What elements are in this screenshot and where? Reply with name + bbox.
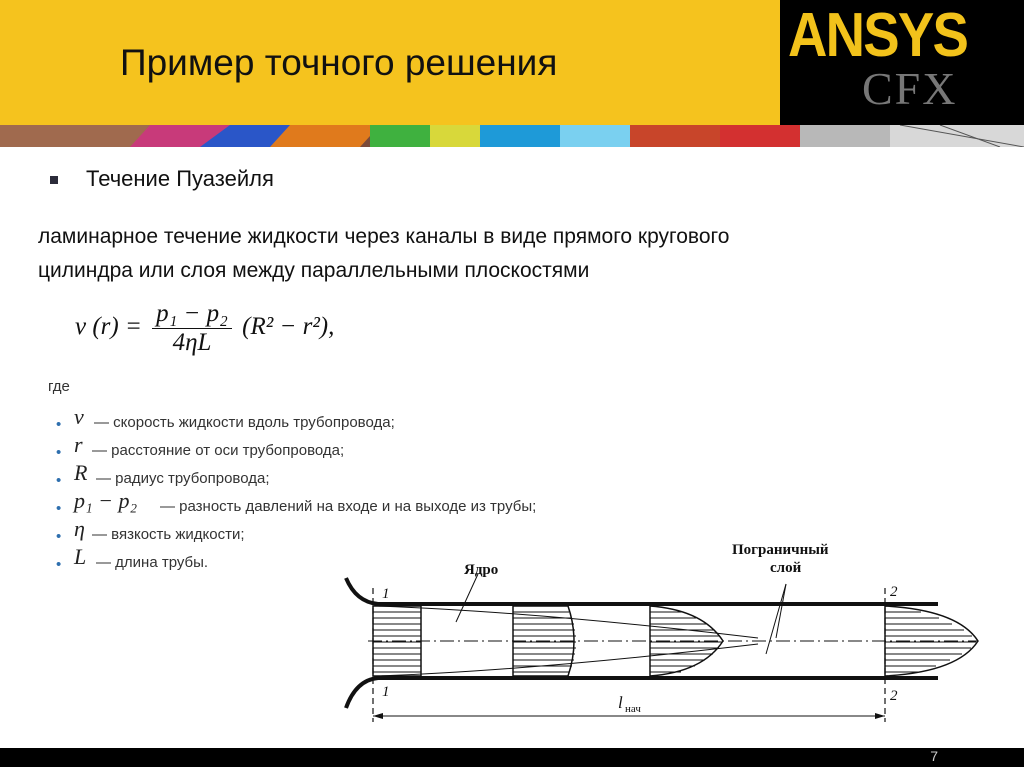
definition-symbol: r [74, 432, 83, 457]
definition-text: — расстояние от оси трубопровода; [92, 442, 345, 459]
poiseuille-formula [75, 300, 334, 357]
definition-item [48, 404, 648, 438]
slide-title: Пример точного решения [120, 42, 558, 83]
page-number: 7 [930, 748, 938, 764]
definition-item [48, 460, 648, 494]
pipe-bottom-wall [346, 678, 938, 708]
length-label: l [618, 693, 623, 712]
boundary-layer-top-line [378, 606, 758, 638]
definition-symbol: R [74, 460, 88, 485]
formula-rhs: (R² − r²), [242, 313, 335, 341]
formula-numerator: p₁ − p₂ [152, 300, 232, 329]
bullet-dot-icon: • [56, 500, 62, 517]
boundary-pointer-line-2 [776, 584, 786, 638]
definition-text: — радиус трубопровода; [96, 470, 270, 487]
definition-text: — разность давлений на входе и на выходе из трубы; [160, 498, 537, 515]
bullet-dot-icon: • [56, 556, 62, 573]
formula-denominator: 4ηL [172, 329, 212, 356]
definition-symbol: L [74, 544, 87, 569]
ansys-cfx-logo [780, 0, 1024, 125]
dimension-arrow-left-icon [373, 713, 383, 719]
where-label: где [48, 378, 70, 395]
definition-symbol: η [74, 516, 85, 541]
description-line-2: цилиндра или слоя между параллельными плоскостями [38, 259, 590, 282]
footer-bar [0, 748, 1024, 767]
pipe-top-wall [346, 578, 938, 604]
bullet-dot-icon: • [56, 528, 62, 545]
pipe-flow-svg [338, 530, 988, 735]
definition-item [48, 432, 648, 466]
bullet-dot-icon: • [56, 416, 62, 433]
definition-symbol: p₁ − p₂ [74, 488, 138, 513]
pipe-flow-diagram [338, 530, 988, 735]
dimension-arrow-right-icon [875, 713, 885, 719]
subtitle-bullet-icon [50, 176, 58, 184]
definition-text: — вязкость жидкости; [92, 526, 245, 543]
logo-ansys-text: ANSYS [788, 1, 968, 70]
section-subtitle: Течение Пуазейля [86, 166, 274, 191]
decorative-image-strip [0, 125, 1024, 147]
definition-text: — длина трубы. [96, 554, 209, 571]
section-2-bottom-label: 2 [890, 688, 898, 704]
core-pointer-line [456, 574, 478, 622]
length-subscript: нач [625, 703, 641, 715]
description-text [38, 220, 938, 288]
logo-cfx-text: CFX [862, 63, 958, 114]
definition-text: — скорость жидкости вдоль трубопровода; [94, 414, 395, 431]
decorative-strip-graphic [0, 125, 1024, 147]
bullet-dot-icon: • [56, 444, 62, 461]
description-line-1: ламинарное течение жидкости через каналы в виде прямого кругового [38, 225, 730, 248]
definition-item [48, 488, 648, 522]
formula-fraction [152, 300, 232, 357]
formula-lhs: v (r) = [75, 313, 142, 341]
section-1-bottom-label: 1 [382, 684, 390, 700]
title-bar [0, 0, 780, 125]
bullet-dot-icon: • [56, 472, 62, 489]
definition-symbol: v [74, 404, 84, 429]
section-2-top-label: 2 [890, 584, 898, 600]
section-1-top-label: 1 [382, 586, 390, 602]
boundary-layer-label-2: слой [770, 560, 802, 576]
boundary-layer-label-1: Пограничный [732, 542, 829, 558]
core-label: Ядро [464, 562, 499, 578]
boundary-pointer-line-1 [766, 584, 786, 654]
